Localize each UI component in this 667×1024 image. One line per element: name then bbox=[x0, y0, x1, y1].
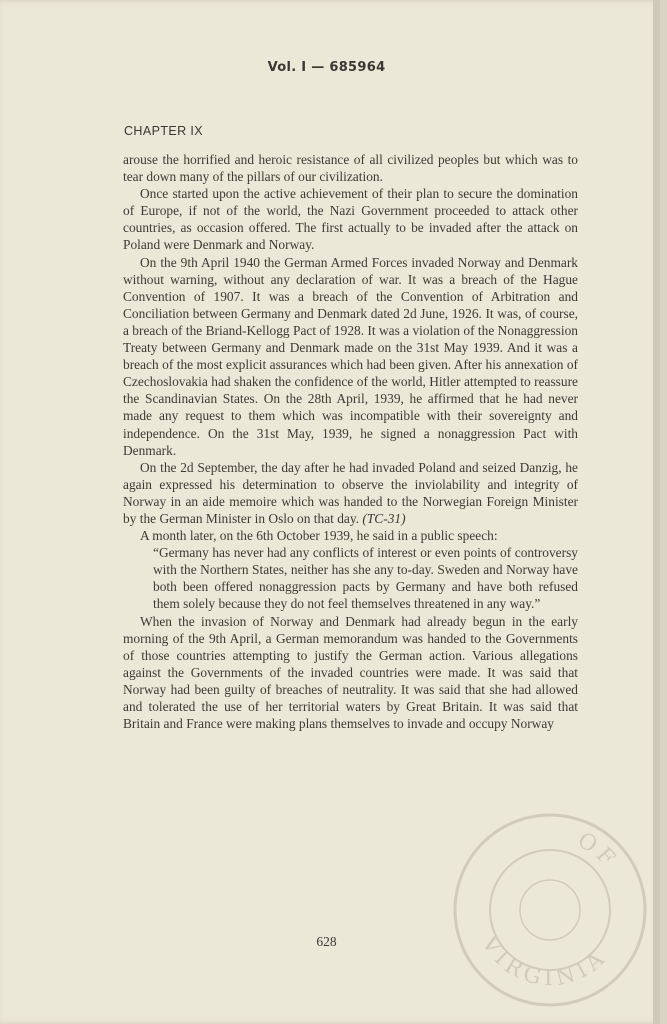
page-number: 628 bbox=[316, 934, 337, 949]
paragraph: A month later, on the 6th October 1939, he said in a public speech: bbox=[140, 528, 498, 544]
chapter-heading: CHAPTER IX bbox=[124, 124, 204, 138]
library-seal-stamp bbox=[450, 810, 650, 1010]
svg-text:OF: OF bbox=[573, 827, 623, 874]
document-reference: (TC-31) bbox=[362, 510, 406, 526]
body-text bbox=[123, 151, 578, 732]
paragraph-text: On the 2d September, the day after he had invaded Poland and seized Danzig, he again expressed his determination to observe the inviolability and integrity of Norway in an aide memoire which was handed to the Norwegian Foreign Minister by the German Minister in Oslo on that day. bbox=[123, 459, 578, 526]
paragraph: Once started upon the active achievement of their plan to secure the domination of Europe, if not of the world, the Nazi Government proceeded to attack other countries, as occasion offered. The first actually to be invaded after the attack on Poland were Denmark and Norway. bbox=[123, 186, 578, 253]
block-quote: “Germany has never had any conflicts of interest or even points of controversy with the Northern States, neither has she any to-day. Sweden and Norway have both been offered nonaggression pacts by Germany and have both refused them solely because they do not feel themselves threatened in any way.” bbox=[153, 545, 578, 612]
paragraph: arouse the horrified and heroic resistance of all civilized peoples but which was to tear down many of the pillars of our civilization. bbox=[123, 152, 578, 185]
svg-text:VIRGINIA: VIRGINIA bbox=[476, 931, 613, 992]
page-edge bbox=[653, 0, 660, 1024]
paragraph: On the 9th April 1940 the German Armed Forces invaded Norway and Denmark without warning, without any declaration of war. It was a breach of the Hague Convention of 1907. It was a breach of the Convention of Arbitration and Conciliation between Germany and Denmark dated 2d June, 1926. It was, of course, a breach of the Briand-Kellogg Pact of 1928. It was a violation of the Nonaggression Treaty between Germany and Denmark made on the 31st May 1939. And it was a breach of the most explicit assurances which had been given. After his annexation of Czechoslovakia had shaken the confidence of the world, Hitler attempted to reassure the Scandinavian States. On the 28th April, 1939, he affirmed that he had never made any request to them which was incompatible with their sovereignty and independence. On the 31st May, 1939, he signed a nonaggression Pact with Denmark. bbox=[123, 254, 578, 458]
paragraph bbox=[123, 459, 578, 527]
volume-header: Vol. I — 685964 bbox=[267, 60, 386, 75]
paragraph: When the invasion of Norway and Denmark had already begun in the early morning of the 9th April, a German memorandum was handed to the Governments of those countries attempting to justify the German action. Various allegations against the Governments of the invaded countries were made. It was said that Norway had been guilty of breaches of neutrality. It was said that she had allowed and tolerated the use of her territorial waters by Great Britain. It was said that Britain and France were making plans themselves to invade and occupy Norway bbox=[123, 613, 578, 732]
